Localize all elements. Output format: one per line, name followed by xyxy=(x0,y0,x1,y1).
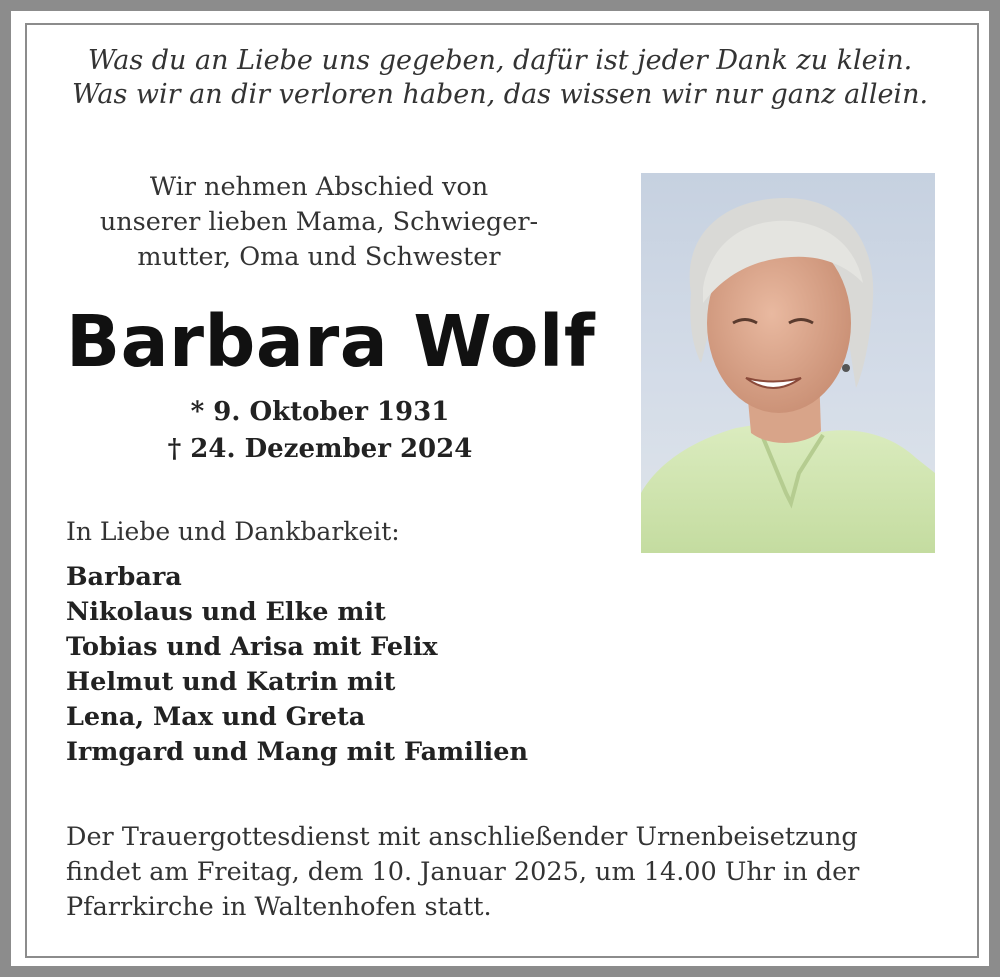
death-date: † 24. Dezember 2024 xyxy=(167,434,473,464)
intro-line-1: Wir nehmen Abschied von xyxy=(149,172,489,202)
farewell-intro xyxy=(70,170,568,275)
motto-verse xyxy=(0,44,1000,112)
service-notice xyxy=(66,820,946,925)
motto-line-2: Was wir an dir verloren haben, das wissen wir nur ganz allein. xyxy=(71,79,929,110)
birth-date: * 9. Oktober 1931 xyxy=(190,397,450,427)
mourner-line: Irmgard und Mang mit Familien xyxy=(66,737,528,767)
intro-line-3: mutter, Oma und Schwester xyxy=(137,242,501,272)
mourner-line: Nikolaus und Elke mit xyxy=(66,597,386,627)
mourner-line: Barbara xyxy=(66,562,182,592)
deceased-name: Barbara Wolf xyxy=(66,300,596,383)
portrait-illustration xyxy=(641,173,935,553)
life-dates xyxy=(100,394,540,468)
mourners-heading: In Liebe und Dankbarkeit: xyxy=(66,517,400,546)
service-line-3: Pfarrkirche in Waltenhofen statt. xyxy=(66,892,492,922)
intro-line-2: unserer lieben Mama, Schwieger- xyxy=(99,207,539,237)
mourner-line: Lena, Max und Greta xyxy=(66,702,366,732)
service-line-2: findet am Freitag, dem 10. Januar 2025, um 14.00 Uhr in der xyxy=(66,857,860,887)
service-line-1: Der Trauergottesdienst mit anschließender Urnenbeisetzung xyxy=(66,822,858,852)
mourner-line: Helmut und Katrin mit xyxy=(66,667,396,697)
mourners-list xyxy=(66,560,528,770)
motto-line-1: Was du an Liebe uns gegeben, dafür ist jeder Dank zu klein. xyxy=(87,45,913,76)
mourner-line: Tobias und Arisa mit Felix xyxy=(66,632,438,662)
portrait-photo xyxy=(641,173,935,553)
